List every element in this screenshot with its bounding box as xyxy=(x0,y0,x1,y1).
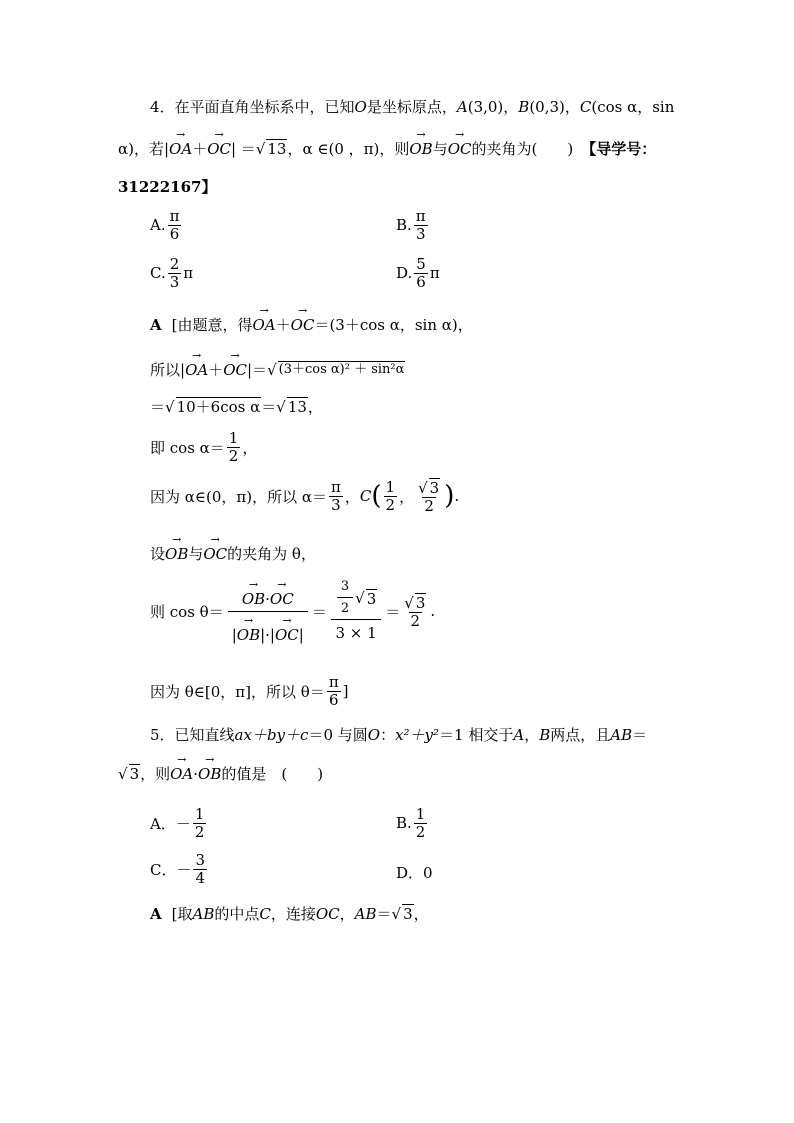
vector-oc: → OC xyxy=(207,140,231,158)
q4-origin: O xyxy=(354,97,367,116)
sqrt-icon: √ xyxy=(276,397,286,416)
sqrt-icon: √ xyxy=(267,360,277,379)
numerator: 5 xyxy=(416,255,426,273)
q4-ref-label: 【导学号： xyxy=(581,140,657,158)
q5-text: ＝0 与圆 xyxy=(308,726,368,744)
equals-sign: ＝ xyxy=(632,726,648,744)
sol5-text: ，连接 xyxy=(270,905,316,923)
sol5-text: 的中点 xyxy=(214,905,260,923)
comma: ， xyxy=(524,726,540,744)
close-bracket: ] xyxy=(342,682,349,700)
sol4-line3 xyxy=(150,396,323,417)
circle-o: O xyxy=(367,725,381,744)
q5-option-c xyxy=(150,852,209,886)
vector-oc: → OC xyxy=(223,361,247,379)
sqrt-3: 3 xyxy=(429,479,440,497)
option-label: C．－ xyxy=(150,860,192,879)
fraction xyxy=(193,806,207,840)
sol4-text: 设 xyxy=(150,545,166,563)
equals-sign: ＝ xyxy=(385,602,401,621)
option-label: A．－ xyxy=(150,814,191,833)
denominator: 2 xyxy=(410,611,421,630)
denominator: 2 xyxy=(385,495,396,514)
equals-sign: ＝ xyxy=(376,905,392,923)
fraction xyxy=(193,852,207,886)
sol4-line1 xyxy=(150,314,473,335)
q5-text: 两点，且 xyxy=(550,726,611,744)
comma: ， xyxy=(242,438,258,457)
q4-text: 是坐标原点， xyxy=(366,98,457,116)
period: . xyxy=(454,487,460,506)
sol4-text: 因为 α∈(0，π)，所以 α＝ xyxy=(150,487,328,506)
sqrt-expression: 10＋6cos α xyxy=(176,398,261,416)
option-label: A. xyxy=(150,216,166,234)
left-paren: ( xyxy=(371,481,382,512)
q5-text: ，则 xyxy=(140,765,171,783)
denominator xyxy=(228,611,308,644)
numerator: 1 xyxy=(194,805,205,823)
sol5-text: [取 xyxy=(171,905,193,923)
period: . xyxy=(430,602,436,620)
numerator xyxy=(331,580,381,620)
sqrt-3: 3 xyxy=(403,905,413,923)
sqrt-3: 3 xyxy=(366,589,377,608)
dot-operator: · xyxy=(193,764,199,783)
option-label: B. xyxy=(396,814,412,832)
sqrt-icon: √ xyxy=(118,764,128,783)
numerator: 3 xyxy=(340,578,350,594)
numerator xyxy=(402,593,428,612)
vector-oc: → OC xyxy=(270,590,294,608)
sol4-text: 所以| xyxy=(150,361,186,379)
option-label: D．0 xyxy=(396,864,433,882)
q5-option-a xyxy=(150,806,208,840)
sol4-text: 因为 θ∈[0，π]，所以 θ＝ xyxy=(150,682,325,701)
vector-ob: → OB xyxy=(242,590,265,608)
fraction xyxy=(168,208,182,242)
denominator: 3 × 1 xyxy=(331,619,380,642)
denominator: 4 xyxy=(195,868,206,887)
answer-letter: A xyxy=(150,904,162,923)
sqrt-13: 13 xyxy=(267,140,287,158)
sol4-line8 xyxy=(150,674,349,708)
segment-ab: AB xyxy=(610,725,633,744)
sol4-line5 xyxy=(150,478,459,515)
q4-option-d xyxy=(396,256,440,290)
q5-line2 xyxy=(118,763,323,784)
comma: ， xyxy=(307,398,323,416)
sol4-text: ＝(3＋cos α，sin α)， xyxy=(314,316,473,334)
vector-ob: → OB xyxy=(409,140,432,158)
comma: ， xyxy=(413,905,429,923)
sol4-text: 即 cos α＝ xyxy=(150,438,225,457)
q4-point-a-coords: (3,0)， xyxy=(467,98,519,116)
point-b: B xyxy=(539,725,551,744)
pi-symbol: π xyxy=(429,264,440,282)
numerator: π xyxy=(328,673,339,691)
denominator: 3 xyxy=(331,495,341,514)
q4-line3 xyxy=(118,176,217,197)
q5-line1 xyxy=(150,724,647,745)
q4-point-b: B xyxy=(518,97,530,116)
sqrt-13: 13 xyxy=(287,398,307,416)
sqrt-3: 3 xyxy=(129,765,140,783)
sol4-text: |＝ xyxy=(247,361,268,379)
sqrt-icon: √ xyxy=(391,904,402,923)
vector-oc: → OC xyxy=(291,316,315,334)
circle-equation: x²＋y² xyxy=(395,726,440,744)
sqrt-3: 3 xyxy=(415,593,426,612)
denominator: 2 xyxy=(194,822,205,841)
fraction xyxy=(327,674,341,708)
numerator: 3 xyxy=(195,851,206,869)
vector-oa: → OA xyxy=(253,316,276,334)
pi-symbol: π xyxy=(183,264,194,282)
q5-text: ＝1 相交于 xyxy=(439,726,514,744)
sol5-line1 xyxy=(150,903,429,924)
q5-option-d xyxy=(396,862,433,883)
q4-text: | ＝ xyxy=(230,140,256,158)
q4-option-b xyxy=(396,208,430,242)
sqrt-expression: (3＋cos α)² ＋ sin²α xyxy=(278,362,405,378)
q4-point-c-coords: (cos α，sin xyxy=(591,98,675,116)
numerator: π xyxy=(415,207,426,225)
point-a: A xyxy=(513,725,525,744)
segment-ab: AB xyxy=(192,904,215,923)
vector-oc: → OC xyxy=(275,626,299,644)
fraction xyxy=(168,256,182,290)
q5-option-b xyxy=(396,806,429,840)
numerator: 1 xyxy=(415,805,426,823)
point-c: C xyxy=(259,904,271,923)
fraction xyxy=(227,430,241,464)
q4-text: ，α ∈(0 ，π)，则 xyxy=(287,140,410,158)
sol4-line2 xyxy=(150,359,405,380)
comma: ， xyxy=(339,905,355,923)
sol4-line7 xyxy=(150,578,435,644)
denominator: 2 xyxy=(337,597,353,616)
denominator: 3 xyxy=(415,224,426,243)
vector-ob: → OB xyxy=(237,626,260,644)
denominator: 3 xyxy=(169,272,180,291)
fraction xyxy=(329,479,343,513)
segment-oc: OC xyxy=(315,904,340,923)
denominator: 2 xyxy=(228,446,239,465)
denominator: 6 xyxy=(416,272,426,291)
fraction xyxy=(402,593,428,630)
numerator xyxy=(238,578,298,611)
abs-bar: | xyxy=(298,626,304,644)
option-label: D. xyxy=(396,264,413,282)
plus-sign: ＋ xyxy=(192,140,208,158)
segment-ab: AB xyxy=(354,904,377,923)
sol4-text: 的夹角为 θ， xyxy=(227,545,316,563)
numerator: π xyxy=(169,207,180,225)
sqrt-icon: √ xyxy=(165,397,175,416)
fraction xyxy=(384,479,398,513)
q4-line2 xyxy=(118,138,656,159)
denominator: 6 xyxy=(169,224,180,243)
vector-oa: → OA xyxy=(169,140,192,158)
q4-point-a: A xyxy=(456,97,468,116)
dot-operator: · xyxy=(265,590,270,608)
numerator: 1 xyxy=(385,478,396,497)
line-equation: ax＋by＋c xyxy=(234,726,309,744)
q5-text: ： xyxy=(380,726,396,744)
denominator: 2 xyxy=(415,822,426,841)
vector-oc: → OC xyxy=(203,545,227,563)
point-c: C xyxy=(359,487,372,506)
fraction xyxy=(414,256,428,290)
q4-text: α)，若| xyxy=(118,140,170,158)
option-label: B. xyxy=(396,216,412,234)
fraction xyxy=(414,806,428,840)
abs-bar: |·| xyxy=(260,626,275,644)
q4-point-b-coords: (0,3)， xyxy=(529,98,580,116)
q4-option-c xyxy=(150,256,193,290)
denominator: 6 xyxy=(328,690,339,709)
fraction xyxy=(337,580,353,617)
numerator: π xyxy=(331,478,341,497)
q4-ref-number: 31222167】 xyxy=(118,178,217,196)
right-paren: ) xyxy=(444,481,455,512)
fraction xyxy=(228,578,308,644)
answer-letter: A xyxy=(150,315,162,334)
q4-text: 4．在平面直角坐标系中，已知 xyxy=(150,98,355,116)
sqrt-icon: √ xyxy=(418,479,428,497)
sol4-line6 xyxy=(150,543,316,564)
numerator: 1 xyxy=(228,429,239,447)
vector-ob: → OB xyxy=(165,545,188,563)
fraction xyxy=(416,478,442,515)
sqrt-icon: √ xyxy=(404,593,414,612)
sqrt-icon: √ xyxy=(255,139,266,158)
sol4-text: 与 xyxy=(188,545,204,563)
fraction xyxy=(414,208,428,242)
vector-oa: → OA xyxy=(185,361,208,379)
comma: ， xyxy=(344,487,360,506)
q4-option-a xyxy=(150,208,183,242)
numerator xyxy=(416,478,442,497)
q4-point-c: C xyxy=(579,97,592,116)
option-label: C. xyxy=(150,264,166,282)
vector-oa: → OA xyxy=(170,765,193,783)
numerator: 2 xyxy=(169,255,180,273)
q4-text: 的夹角为( ) xyxy=(471,140,574,158)
vector-oc: → OC xyxy=(448,140,472,158)
equals-sign: ＝ xyxy=(150,398,166,416)
equals-sign: ＝ xyxy=(311,602,327,621)
fraction xyxy=(331,580,381,643)
sqrt-icon: √ xyxy=(355,589,365,607)
equals-sign: ＝ xyxy=(261,398,277,416)
denominator: 2 xyxy=(424,497,434,515)
abs-bar: | xyxy=(231,626,237,644)
q5-text: 5．已知直线 xyxy=(150,726,235,744)
vector-ob: → OB xyxy=(198,765,221,783)
q4-line1 xyxy=(150,96,674,117)
plus-sign: ＋ xyxy=(208,361,224,379)
plus-sign: ＋ xyxy=(275,316,291,334)
sol4-text: [由题意，得 xyxy=(171,316,253,334)
sol4-text: 则 cos θ＝ xyxy=(150,602,224,621)
q5-text: 的值是 ( ) xyxy=(221,765,324,783)
q4-text: 与 xyxy=(432,140,448,158)
sol4-line4 xyxy=(150,430,257,464)
comma: ， xyxy=(399,487,415,506)
